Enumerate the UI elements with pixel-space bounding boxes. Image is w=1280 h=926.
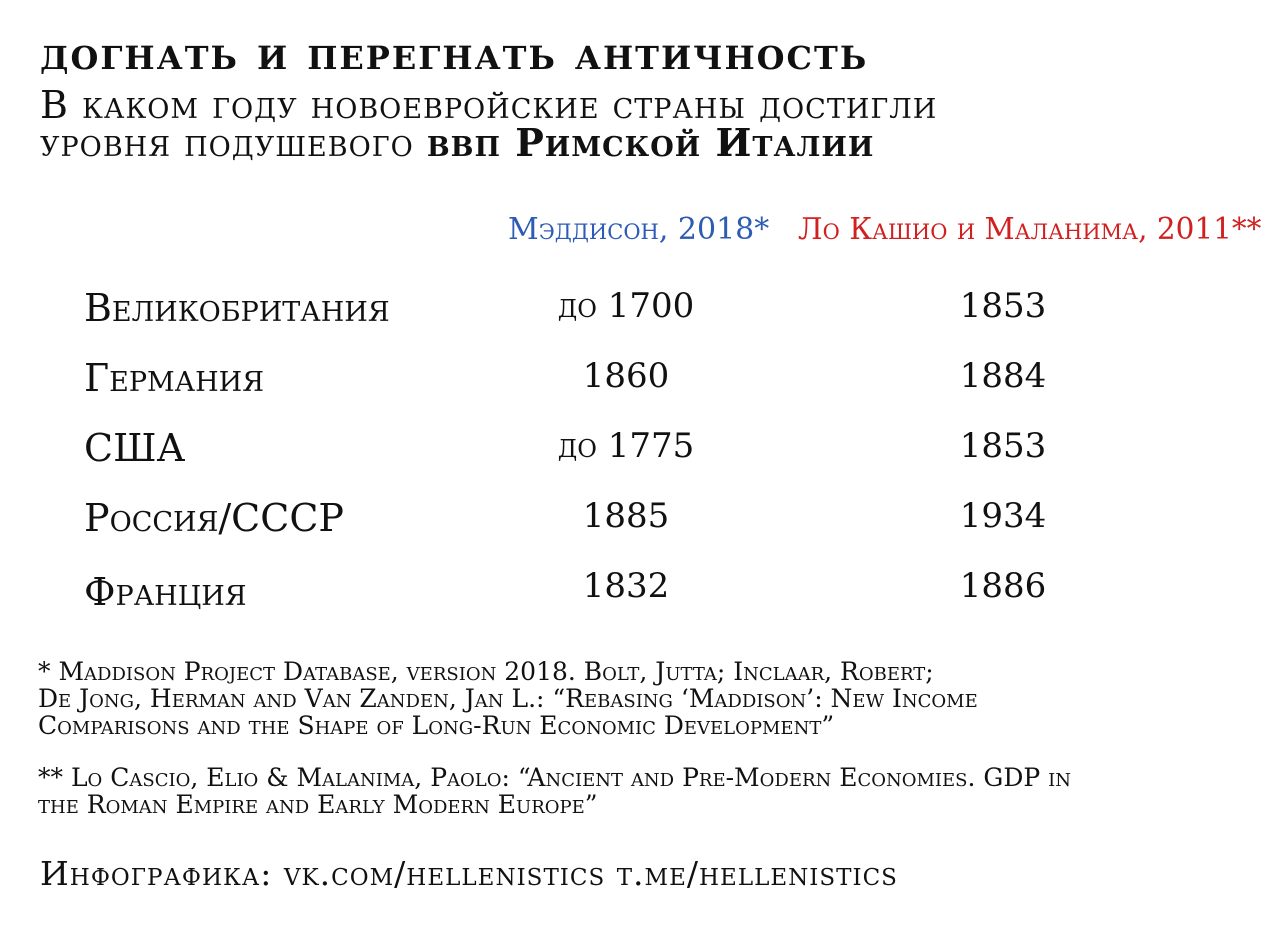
infographic-credit: Инфографика: vk.com/hellenistics t.me/hellenistics xyxy=(40,854,898,893)
maddison-value: 1832 xyxy=(582,566,670,606)
footnote-maddison xyxy=(38,658,978,739)
subtitle-line-1: В каком году новоевройские страны достигли xyxy=(40,83,938,127)
table-row xyxy=(0,566,1280,616)
footnote-line: De Jong, Herman and Van Zanden, Jan L.: “Rebasing ‘Maddison’: New Income xyxy=(38,684,978,713)
footnote-line: ** Lo Cascio, Elio & Malanima, Paolo: “Ancient and Pre-Modern Economies. GDP in xyxy=(38,763,1072,792)
table-row xyxy=(0,356,1280,406)
page-subtitle xyxy=(40,83,938,165)
footnote-line: Comparisons and the Shape of Long-Run Economic Development” xyxy=(38,711,835,740)
country-name: Германия xyxy=(84,356,265,400)
maddison-value: до 1700 xyxy=(557,286,695,326)
subtitle-line-2-regular: уровня подушевого xyxy=(40,121,427,165)
country-name: Великобритания xyxy=(84,286,390,330)
footnote-lo-cascio xyxy=(38,764,1071,818)
column-header-maddison: Мэддисон, 2018* xyxy=(508,212,770,247)
table-row xyxy=(0,496,1280,546)
footnote-line: the Roman Empire and Early Modern Europe” xyxy=(38,790,598,819)
maddison-value: до 1775 xyxy=(557,426,695,466)
lo-cascio-value: 1853 xyxy=(959,426,1047,466)
lo-cascio-value: 1934 xyxy=(959,496,1047,536)
lo-cascio-value: 1853 xyxy=(959,286,1047,326)
country-name: Франция xyxy=(84,570,247,614)
country-name: США xyxy=(84,426,186,470)
page-title: догнать и перегнать античность xyxy=(40,26,869,80)
column-header-lo-cascio: Ло Кашио и Маланима, 2011** xyxy=(798,212,1262,246)
maddison-value: 1860 xyxy=(582,356,670,396)
table-row xyxy=(0,426,1280,476)
lo-cascio-value: 1884 xyxy=(959,356,1047,396)
table-row xyxy=(0,286,1280,336)
subtitle-line-2-bold: ввп Римской Италии xyxy=(426,120,875,165)
footnote-line: * Maddison Project Database, version 2018. Bolt, Jutta; Inclaar, Robert; xyxy=(38,657,934,686)
lo-cascio-value: 1886 xyxy=(959,566,1047,606)
subtitle-line-2 xyxy=(40,120,937,165)
maddison-value: 1885 xyxy=(582,496,670,536)
country-name: Россия/СССР xyxy=(84,496,344,540)
